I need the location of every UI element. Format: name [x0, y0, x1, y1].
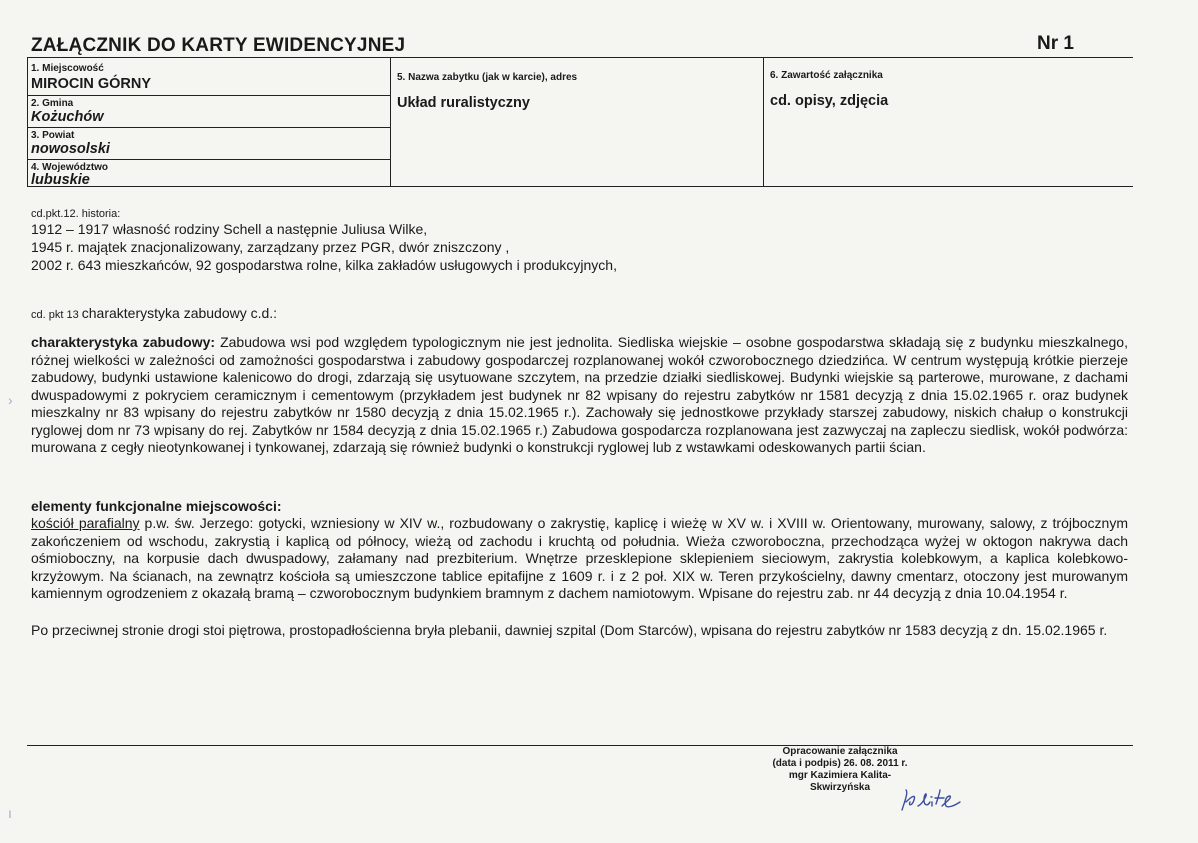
field-4-value: lubuskie	[31, 172, 90, 188]
table-bottom-border	[27, 186, 1133, 187]
handwritten-signature	[880, 780, 1000, 820]
table-left-border	[27, 57, 28, 187]
characteristics-heading: charakterystyka zabudowy:	[31, 334, 216, 350]
footer-line: Opracowanie załącznika	[782, 746, 898, 757]
row-divider-3	[27, 159, 390, 160]
history-line: 1945 r. majątek znacjonalizowany, zarządzany przez PGR, dwór zniszczony ,	[31, 239, 510, 255]
row-divider-1	[27, 95, 390, 96]
row-divider-2	[27, 127, 390, 128]
field-4-label: 4. Województwo	[31, 162, 109, 173]
church-label: kościół parafialny	[31, 515, 140, 531]
characteristics-text: Zabudowa wsi pod względem typologicznym nie jest jednolita. Siedliska wiejskie – osobne gospodarstwa składają się z budynku mieszkalnego, różnej wielkości w zależności od zamożności gospodarstwa i zabudowy gospodarczej rozplanowanej wokół czworobocznego dziedzińca. W centrum występują krótkie pierzeje zabudowy, budynki ustawione kalenicowo do drogi, zdarzają się usytuowane szczytem, na przedzie działki siedliskowej. Budynki wiejskie są parterowe, murowane, z dachami dwuspadowymi z pokryciem ceramicznym i cementowym (przykładem jest budynek nr 82 wpisany do rejestru zabytków nr 1581 decyzją z dnia 15.02.1965 r. oraz budynek mieszkalny nr 83 wpisany do rejestru zabytków nr 1580 decyzją z dnia 15.02.1965 r.). Zachowały się jednostkowe przykłady starszej zabudowy, niskich chałup o konstrukcji ryglowej dom nr 73 wpisany do rej. Zabytków nr 1584 decyzją z dnia 15.02.1965 r.) Zabudowa gospodarcza rozplanowana jest zazwyczaj na zapleczu siedlisk, wokół podwórza: murowana z cegły nieotynkowanej i tynkowanej, zdarzają się również budynki o konstrukcji ryglowej lub z wstawkami odeskowanych partii ścian.	[31, 334, 1128, 455]
church-text: p.w. św. Jerzego: gotycki, wzniesiony w XIV w., rozbudowany o zakrystię, kaplicę i wieżę w XV w. i XVIII w. Orientowany, murowany, salowy, z trójbocznym zakończeniem od wschodu, zakrystią i kaplicą od północy, wieżą od zachodu i kruchtą od południa. Wieża czworoboczna, przechodząca wyżej w oktogon nakrywa dach ośmioboczny, na korpusie dach dwuspadowy, załamany nad prezbiterium. Wnętrze przesklepione sklepieniem sieciowym, zakrystia kolebkowym, a kaplica kolebkowo-krzyżowym. Na ścianach, na zewnątrz kościoła są umieszczone tablice epitafijne z 1609 r. i z 2 poł. XIX w. Teren przykościelny, dawny cmentarz, otoczony jest murowanym kamiennym ogrodzeniem z okazałą bramą – czworobocznym budynkiem bramnym z dachem namiotowym. Wpisane do rejestru zab. nr 44 decyzją z dnia 10.04.1954 r.	[31, 515, 1128, 601]
field-2-label: 2. Gmina	[31, 98, 74, 109]
table-divider-2	[763, 57, 764, 187]
pkt13-heading	[31, 305, 277, 321]
history-line: 1912 – 1917 własność rodziny Schell a następnie Juliusa Wilke,	[31, 221, 428, 237]
field-3-value: nowosolski	[31, 141, 110, 157]
field-6-label: 6. Zawartość załącznika	[770, 70, 883, 81]
scan-mark: ı	[8, 805, 12, 821]
church-paragraph	[31, 515, 1128, 603]
document-number: Nr 1	[1037, 33, 1074, 54]
table-top-border	[27, 57, 1133, 58]
scan-mark: ›	[8, 392, 13, 408]
elements-heading-block	[31, 498, 1128, 516]
history-line: 2002 r. 643 mieszkańców, 92 gospodarstwa rolne, kilka zakładów usługowych i produkcyjnych,	[31, 257, 617, 273]
footer-rule	[27, 745, 1133, 746]
field-6-value: cd. opisy, zdjęcia	[770, 93, 889, 109]
field-3-label: 3. Powiat	[31, 130, 75, 141]
elements-heading: elementy funkcjonalne miejscowości:	[31, 498, 282, 514]
field-1-label: 1. Miejscowość	[31, 63, 104, 74]
footer-line: (data i podpis) 26. 08. 2011 r.	[772, 758, 908, 769]
field-1-value: MIROCIN GÓRNY	[31, 76, 152, 92]
document-title: ZAŁĄCZNIK DO KARTY EWIDENCYJNEJ	[31, 35, 406, 56]
pkt13-prefix: cd. pkt 13	[31, 309, 79, 321]
table-divider-1	[390, 57, 391, 187]
history-label: cd.pkt.12. historia:	[31, 208, 121, 220]
field-5-label: 5. Nazwa zabytku (jak w karcie), adres	[397, 72, 578, 83]
footer-line: mgr Kazimiera Kalita-	[788, 770, 892, 781]
pkt13-text: charakterystyka zabudowy c.d.:	[81, 305, 278, 321]
rectory-paragraph: Po przeciwnej stronie drogi stoi piętrowa, prostopadłościenna bryła plebanii, dawniej szpital (Dom Starców), wpisana do rejestru zabytków nr 1583 decyzją z dn. 15.02.1965 r.	[31, 622, 1108, 638]
characteristics-paragraph	[31, 334, 1128, 457]
footer-line: Skwirzyńska	[809, 782, 871, 793]
field-2-value: Kożuchów	[31, 109, 104, 125]
field-5-value: Układ ruralistyczny	[397, 95, 530, 111]
